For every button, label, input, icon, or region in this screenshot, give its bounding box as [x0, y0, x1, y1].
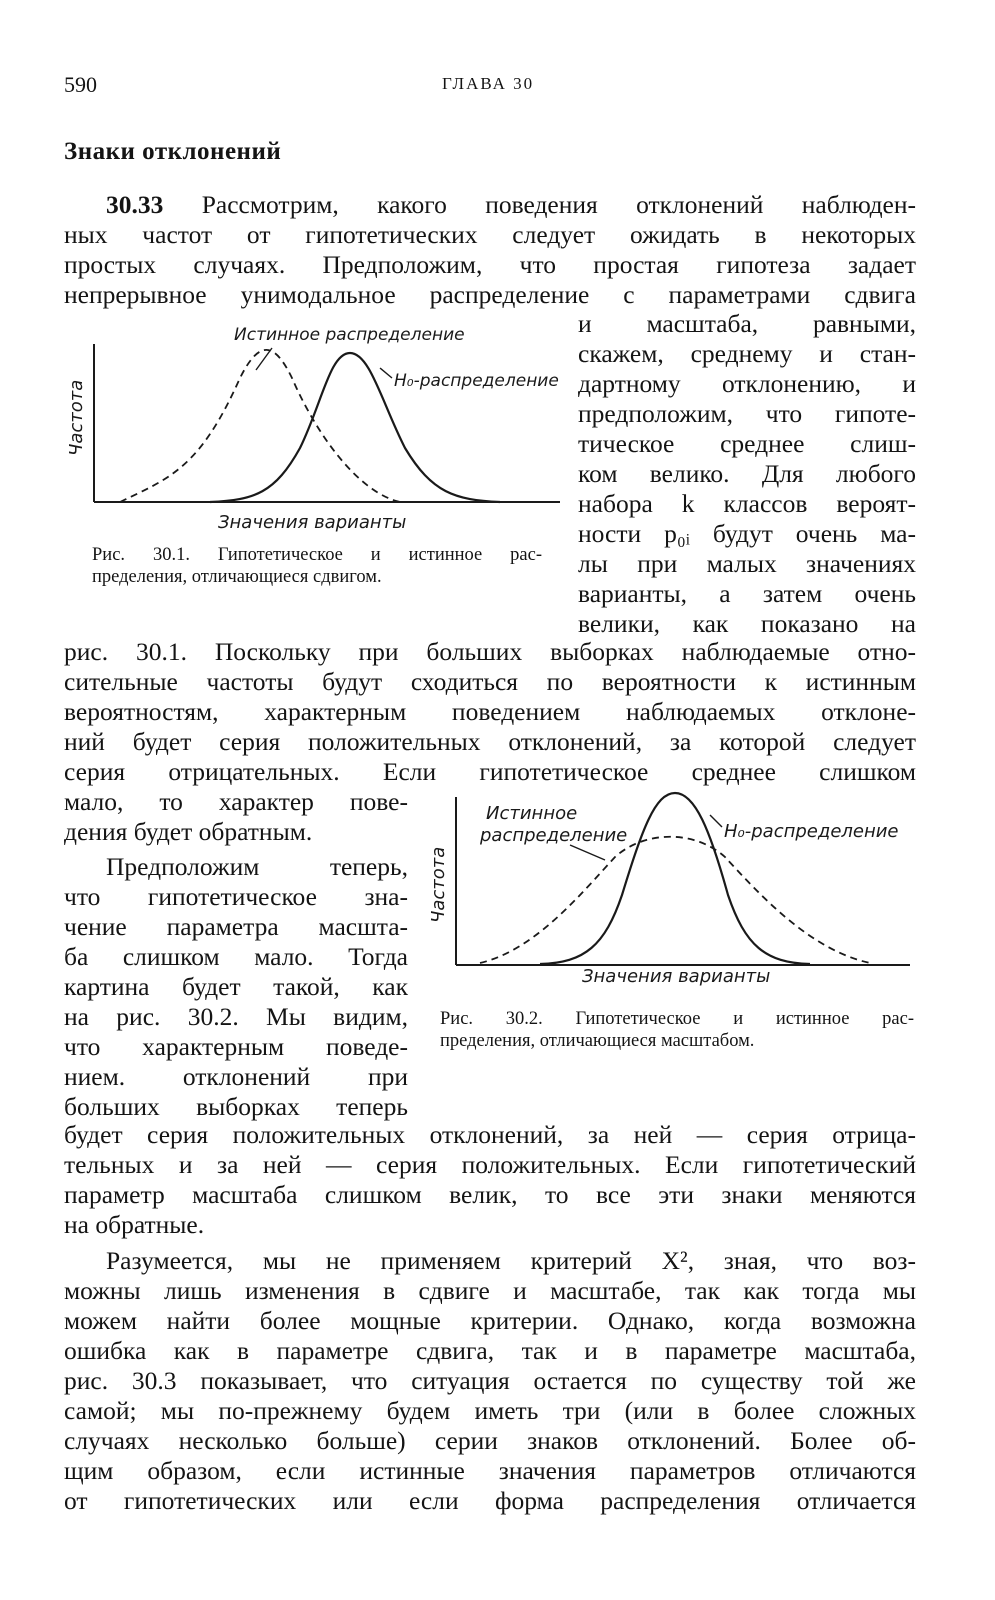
section-title: Знаки отклонений — [64, 138, 282, 165]
true-distribution-curve — [480, 837, 870, 963]
paragraph-line: щим образом, если истинные значения параметров отличаются — [64, 1456, 916, 1485]
figure-2-caption-line: пределения, отличающиеся масштабом. — [440, 1031, 755, 1051]
paragraph-line: лы при малых значениях — [578, 549, 916, 578]
paragraph-line: рис. 30.1. Поскольку при больших выборках наблюдаемые отно- — [64, 637, 916, 666]
paragraph-line: дартному отклонению, и — [578, 369, 916, 398]
paragraph-line: чение параметра масшта- — [64, 912, 408, 941]
x-axis-label: Значения варианты — [218, 512, 407, 533]
figure-1-caption-line: Рис. 30.1. Гипотетическое и истинное рас- — [92, 545, 542, 565]
paragraph-line: на обратные. — [64, 1210, 205, 1239]
paragraph-line: ний будет серия положительных отклонений, за которой следует — [64, 727, 916, 756]
paragraph-line: нием. отклонений при — [64, 1062, 408, 1091]
h0-label-leader — [710, 815, 722, 827]
y-axis-label: Частота — [428, 846, 449, 923]
true-distribution-label: Истинное распределение — [234, 325, 465, 345]
paragraph-line: варианты, а затем очень — [578, 579, 916, 608]
paragraph-line: больших выборках теперь — [64, 1092, 408, 1121]
paragraph-line: и масштаба, равными, — [578, 309, 916, 338]
paragraph-line: что характерным поведе- — [64, 1032, 408, 1061]
paragraph-line: ности p₀ᵢ будут очень ма- — [578, 519, 916, 548]
h0-distribution-label: H₀-распределение — [724, 821, 899, 842]
figure-30-2 — [420, 775, 920, 990]
paragraph-line: случаях несколько больше) серии знаков отклонений. Более об- — [64, 1426, 916, 1455]
paragraph-line: ба слишком мало. Тогда — [64, 942, 408, 971]
paragraph-line: велики, как показано на — [578, 609, 916, 638]
paragraph-line: будет серия положительных отклонений, за ней — серия отрица- — [64, 1120, 916, 1149]
paragraph-line: рис. 30.3 показывает, что ситуация остается по существу той же — [64, 1366, 916, 1395]
running-head: ГЛАВА 30 — [442, 74, 535, 93]
true-distribution-label: распределение — [480, 825, 628, 846]
paragraph-line: 30.33 Рассмотрим, какого поведения отклонений наблюден- — [106, 190, 916, 219]
paragraph-line: скажем, среднему и стан- — [578, 339, 916, 368]
paragraph-line: непрерывное унимодальное распределение с параметрами сдвига — [64, 280, 916, 309]
paragraph-line: тическое среднее слиш- — [578, 429, 916, 458]
paragraph-number: 30.33 — [106, 190, 164, 219]
paragraph-line: от гипотетических или если форма распределения отличается — [64, 1486, 916, 1515]
paragraph-line: ных частот от гипотетических следует ожидать в некоторых — [64, 220, 916, 249]
paragraph-line: Разумеется, мы не применяем критерий X², зная, что воз- — [106, 1246, 916, 1275]
h0-distribution-label: H₀-распределение — [394, 371, 559, 391]
paragraph-line: самой; мы по-прежнему будем иметь три (или в более сложных — [64, 1396, 916, 1425]
page-number: 590 — [64, 72, 97, 97]
paragraph-line: простых случаях. Предположим, что простая гипотеза задает — [64, 250, 916, 279]
paragraph-line: мало, то характер пове- — [64, 787, 408, 816]
paragraph-line: сительные частоты будут сходиться по вероятности к истинным — [64, 667, 916, 696]
true-label-leader — [570, 845, 605, 860]
x-axis-label: Значения варианты — [582, 966, 771, 987]
paragraph-line: картина будет такой, как — [64, 972, 408, 1001]
paragraph-line: серия отрицательных. Если гипотетическое среднее слишком — [64, 757, 916, 786]
figure-1-caption-line: пределения, отличающиеся сдвигом. — [92, 567, 382, 587]
h0-label-leader — [380, 368, 392, 378]
paragraph-line: можны лишь изменения в сдвиге и масштабе, так как тогда мы — [64, 1276, 916, 1305]
paragraph-line: на рис. 30.2. Мы видим, — [64, 1002, 408, 1031]
paragraph-line: параметр масштаба слишком велик, то все эти знаки меняются — [64, 1180, 916, 1209]
paragraph-line: можем найти более мощные критерии. Однако, когда возможна — [64, 1306, 916, 1335]
figure-30-1 — [60, 318, 570, 540]
paragraph-line: дения будет обратным. — [64, 817, 313, 846]
paragraph-line: ком велико. Для любого — [578, 459, 916, 488]
y-axis-label: Частота — [66, 379, 87, 456]
paragraph-line: тельных и за ней — серия положительных. Если гипотетический — [64, 1150, 916, 1179]
true-distribution-label: Истинное — [486, 803, 578, 824]
paragraph-line: что гипотетическое зна- — [64, 882, 408, 911]
true-distribution-curve — [120, 350, 400, 502]
true-label-leader — [256, 348, 272, 370]
paragraph-line: предположим, что гипоте- — [578, 399, 916, 428]
figure-2-caption-line: Рис. 30.2. Гипотетическое и истинное рас- — [440, 1009, 914, 1029]
paragraph-line: вероятностям, характерным поведением наблюдаемых отклоне- — [64, 697, 916, 726]
h0-distribution-curve — [540, 793, 810, 964]
paragraph-line: набора k классов вероят- — [578, 489, 916, 518]
paragraph-line: ошибка как в параметре сдвига, так и в параметре масштаба, — [64, 1336, 916, 1365]
paragraph-line: Предположим теперь, — [106, 852, 408, 881]
